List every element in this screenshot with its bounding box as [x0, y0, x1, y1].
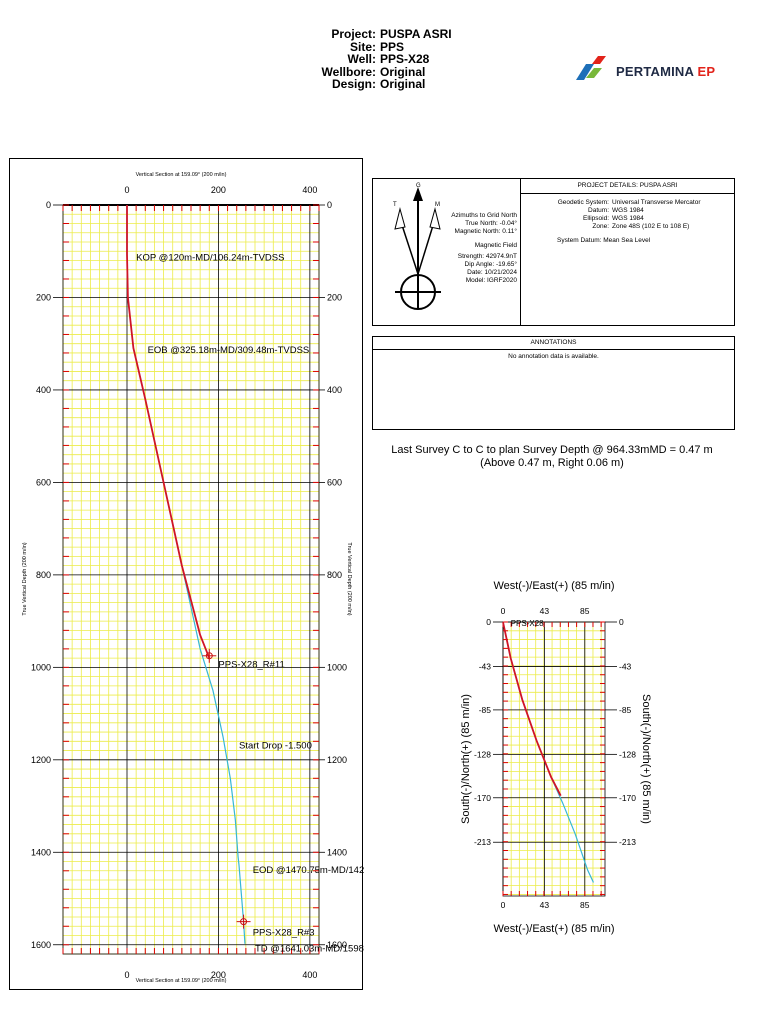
- y-tick-label: 600: [327, 477, 343, 488]
- header-key: Design:: [331, 77, 376, 91]
- mag-line: Magnetic North: 0.11°: [454, 228, 517, 235]
- header-value: Original: [380, 77, 426, 91]
- survey-note: [372, 444, 732, 470]
- company-logo: [574, 56, 724, 86]
- header-key: Project:: [331, 27, 376, 41]
- x-tick-label: 200: [210, 970, 226, 980]
- chart-title: Vertical Section at 159.09° (200 m/in): [135, 172, 227, 178]
- y-tick-label: 1600: [30, 939, 51, 950]
- y-tick-label: 600: [35, 477, 51, 488]
- x-tick-label: 85: [580, 900, 590, 910]
- project-details-title: PROJECT DETAILS: PUSPA ASRI: [521, 179, 734, 194]
- project-details-panel: [520, 178, 735, 326]
- detail-value: WGS 1984: [612, 215, 644, 222]
- series-plan: [503, 622, 593, 883]
- header-value: PUSPA ASRI: [380, 27, 452, 41]
- annotation-label: EOB @325.18m-MD/309.48m-TVDSS: [147, 344, 310, 356]
- vertical-section-chart: [10, 159, 364, 991]
- y-tick-label: -213: [473, 837, 491, 848]
- y-tick-label: -43: [478, 661, 491, 672]
- detail-row: [521, 207, 734, 215]
- header-row-design: [300, 78, 470, 91]
- mag-line: Strength: 42974.9nT: [457, 253, 517, 260]
- x-tick-label: 0: [124, 970, 130, 980]
- x-tick-label: 85: [580, 606, 590, 616]
- annotation-label: Start Drop -1.500: [239, 740, 312, 752]
- chart-title: West(-)/East(+) (85 m/in): [493, 580, 615, 592]
- header-value: PPS-X28: [380, 52, 430, 66]
- pertamina-logo-icon: [574, 56, 614, 86]
- system-datum: System Datum: Mean Sea Level: [557, 237, 651, 244]
- annotation-label: PPS-X28_R#11: [218, 659, 285, 671]
- detail-row: [521, 223, 734, 231]
- x-tick-label: 0: [500, 900, 506, 910]
- y-tick-label: 800: [327, 569, 343, 580]
- annotations-body: No annotation data is available.: [508, 353, 599, 360]
- y-axis-label: True Vertical Depth (200 m/in): [22, 542, 28, 616]
- y-tick-label: -170: [619, 792, 637, 803]
- north-panel: [372, 178, 521, 326]
- y-tick-label: 200: [35, 292, 51, 303]
- x-tick-label: 400: [302, 185, 318, 195]
- x-tick-label: 200: [210, 185, 226, 195]
- y-tick-label: -85: [478, 704, 491, 715]
- y-tick-label: 200: [327, 292, 343, 303]
- y-tick-label: -170: [473, 792, 491, 803]
- true-north-label: T: [393, 202, 397, 208]
- header-value: PPS: [380, 39, 405, 54]
- header-value: Original: [380, 64, 426, 79]
- y-tick-label: -128: [619, 749, 637, 760]
- detail-value: WGS 1984: [612, 207, 644, 214]
- mag-line: Dip Angle: -19.65°: [464, 261, 517, 268]
- y-tick-label: 0: [45, 200, 51, 210]
- header-key: Well:: [347, 52, 376, 66]
- y-tick-label: 1400: [327, 847, 348, 858]
- x-tick-label: 400: [302, 970, 318, 980]
- mag-line: Magnetic Field: [474, 242, 517, 249]
- y-tick-label: -85: [619, 704, 632, 715]
- detail-row: [521, 215, 734, 223]
- y-tick-label: -128: [473, 749, 491, 760]
- y-tick-label: 400: [35, 384, 51, 395]
- well-label: PPS-X28: [510, 619, 544, 628]
- mag-line: Date: 10/21/2024: [467, 269, 517, 276]
- y-tick-label: 1000: [30, 662, 51, 673]
- detail-row: [521, 199, 734, 207]
- y-tick-label: 1200: [327, 754, 348, 765]
- header-key: Wellbore:: [321, 64, 376, 79]
- annotation-label: KOP @120m-MD/106.24m-TVDSS: [136, 252, 285, 264]
- y-tick-label: -213: [619, 837, 637, 848]
- plan-view-chart: [455, 576, 715, 936]
- y-tick-label: -43: [619, 661, 632, 672]
- annotation-label: PPS-X28_R#3: [252, 927, 315, 939]
- y-axis-label-right: South(-)/North(+) (85 m/in): [640, 694, 652, 824]
- header-info: [300, 28, 470, 91]
- x-axis-label: West(-)/East(+) (85 m/in): [493, 923, 615, 935]
- y-tick-label: 1400: [30, 847, 51, 858]
- y-tick-label: 0: [327, 200, 333, 210]
- y-axis-label: South(-)/North(+) (85 m/in): [460, 694, 472, 824]
- survey-line-1: Last Survey C to C to plan Survey Depth @ 964.33mMD = 0.47 m: [391, 444, 713, 456]
- magnetic-north-label: M: [435, 202, 440, 208]
- annotation-label: TD @1641.03m-MD/1598: [255, 943, 364, 955]
- x-tick-label: 0: [124, 185, 130, 195]
- detail-value: Zone 48S (102 E to 108 E): [612, 223, 690, 230]
- y-axis-label-right: True Vertical Depth (200 m/in): [346, 542, 352, 616]
- y-tick-label: 1200: [30, 754, 51, 765]
- y-tick-label: 400: [327, 384, 343, 395]
- mag-line: Model: IGRF2020: [465, 277, 517, 284]
- logo-suffix: EP: [697, 64, 716, 79]
- mag-line: Azimuths to Grid North: [451, 212, 517, 219]
- mag-line: True North: -0.04°: [465, 220, 517, 227]
- x-axis-label: Vertical Section at 159.09° (200 m/in): [135, 978, 227, 984]
- detail-key: Ellipsoid:: [582, 215, 609, 222]
- survey-line-2: (Above 0.47 m, Right 0.06 m): [480, 457, 624, 469]
- y-tick-label: 1600: [327, 939, 348, 950]
- annotation-label: EOD @1470.75m-MD/142: [252, 865, 364, 877]
- x-tick-label: 43: [539, 900, 550, 910]
- y-tick-label: 1000: [327, 662, 348, 673]
- logo-text: PERTAMINA: [616, 64, 694, 79]
- y-tick-label: 800: [35, 569, 51, 580]
- x-tick-label: 0: [500, 606, 506, 616]
- y-tick-label: 0: [486, 617, 491, 627]
- header-key: Site:: [349, 39, 376, 54]
- detail-key: Datum:: [588, 207, 609, 214]
- header-row-well: [300, 53, 470, 66]
- magnetic-info: [427, 212, 517, 285]
- series-actual: [127, 205, 209, 658]
- detail-value: Universal Transverse Mercator: [612, 199, 701, 206]
- detail-key: Zone:: [592, 223, 609, 230]
- plot-border: [503, 622, 605, 896]
- x-tick-label: 43: [539, 606, 550, 616]
- annotations-title: ANNOTATIONS: [373, 337, 734, 350]
- detail-key: Geodetic System:: [557, 199, 609, 206]
- annotations-panel: [372, 336, 735, 430]
- header-row-project: [300, 28, 470, 41]
- vertical-section-frame: [9, 158, 363, 990]
- y-tick-label: 0: [619, 617, 624, 627]
- grid-north-label: G: [416, 183, 421, 189]
